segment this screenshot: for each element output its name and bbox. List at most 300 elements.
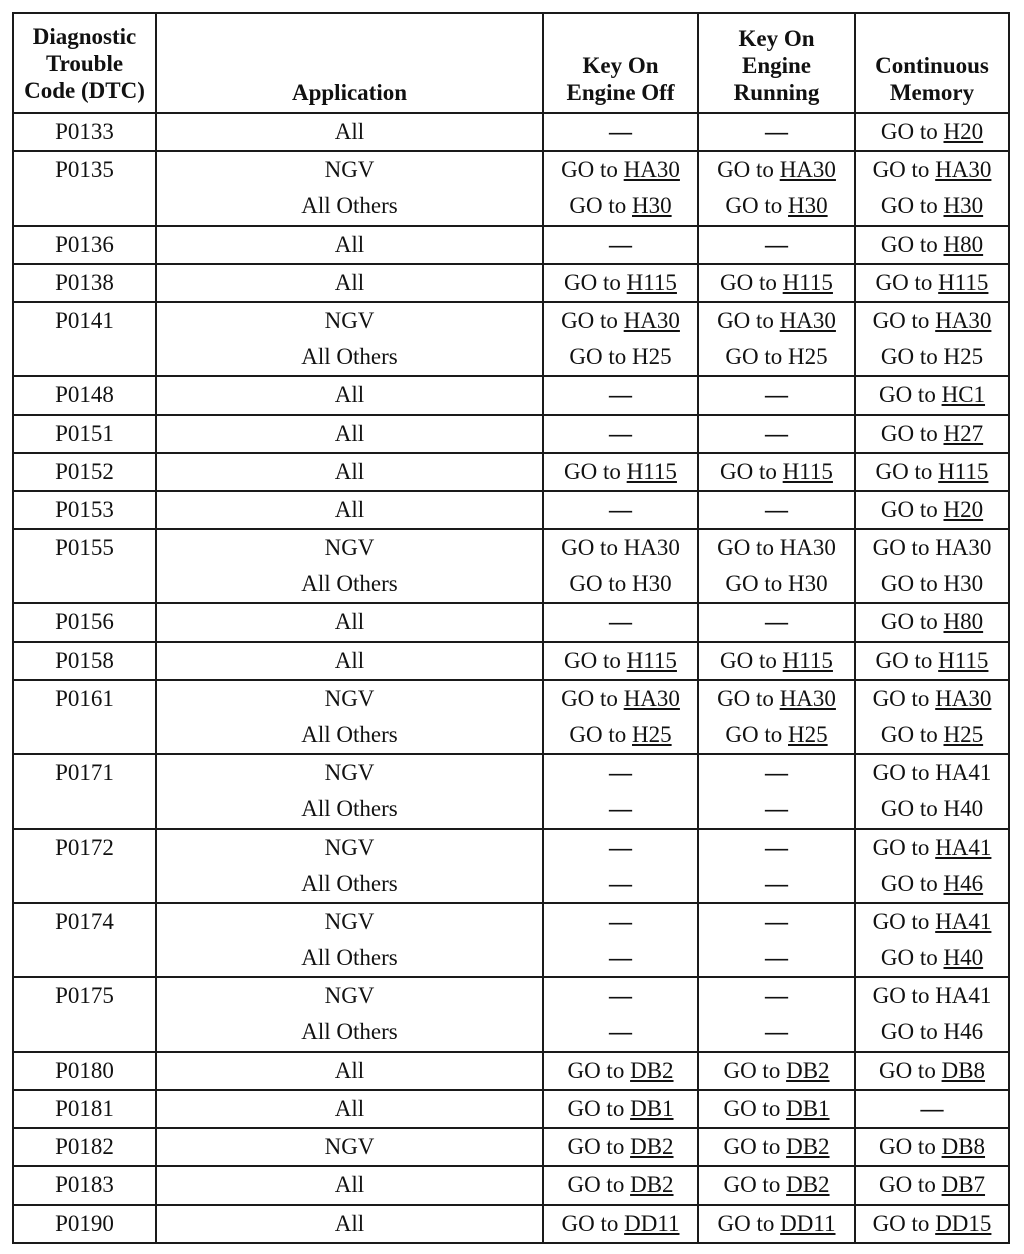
pinpoint-test-link[interactable]: DB1 [630, 1096, 674, 1121]
koeo-cell [543, 1052, 698, 1090]
procedure-entry [858, 978, 1006, 1014]
pinpoint-test-link[interactable]: H30 [943, 193, 984, 219]
koer-cell [698, 151, 855, 225]
koeo-cell [543, 1205, 698, 1243]
goto-text: GO to H25 [880, 343, 984, 369]
dtc-code: P0158 [55, 647, 114, 673]
procedure-entry [858, 530, 1006, 566]
procedure-entry [858, 227, 1006, 263]
application-value: All [334, 1172, 365, 1198]
procedure-entry [701, 866, 852, 902]
procedure-entry [701, 791, 852, 827]
table-row [13, 113, 1009, 151]
goto-text: GO to [564, 269, 627, 295]
goto-text: GO to H30 [725, 571, 828, 597]
procedure-entry [546, 1167, 695, 1203]
dtc-code: P0171 [55, 760, 114, 786]
dtc-code-cell [13, 829, 156, 903]
procedure-entry [546, 566, 695, 602]
not-applicable-dash: — [609, 834, 632, 860]
table-row [13, 1166, 1009, 1204]
cm-cell [855, 903, 1009, 977]
procedure-entry [701, 530, 852, 566]
procedure-entry [858, 188, 1006, 224]
procedure-entry [858, 866, 1006, 902]
application-value: NGV [324, 983, 375, 1009]
procedure-entry [546, 904, 695, 940]
dtc-code-cell [13, 376, 156, 414]
pinpoint-test-link[interactable]: H46 [943, 870, 984, 896]
goto-text: GO to HA41 [872, 760, 992, 786]
pinpoint-test-link[interactable]: H115 [938, 269, 989, 295]
koeo-cell [543, 1128, 698, 1166]
not-applicable-dash: — [765, 760, 788, 786]
goto-text: GO to [569, 721, 632, 747]
application-value: NGV [324, 535, 375, 561]
header-key-on-engine-running [698, 13, 855, 113]
not-applicable-dash: — [609, 870, 632, 896]
procedure-entry [546, 303, 695, 339]
not-applicable-dash: — [609, 496, 632, 522]
pinpoint-test-link[interactable]: DB2 [630, 1057, 674, 1083]
pinpoint-test-link[interactable]: DB8 [941, 1134, 986, 1160]
procedure-entry [858, 492, 1006, 528]
cm-cell [855, 453, 1009, 491]
application-value: All [334, 269, 365, 295]
application-cell [156, 151, 543, 225]
dtc-code-cell [13, 529, 156, 603]
table-row [13, 376, 1009, 414]
pinpoint-test-link[interactable]: HA30 [779, 307, 836, 333]
header-dtc [13, 13, 156, 113]
goto-text: GO to [725, 721, 788, 747]
dtc-code-cell [13, 264, 156, 302]
koeo-cell [543, 603, 698, 641]
procedure-entry [546, 755, 695, 791]
procedure-entry [858, 566, 1006, 602]
pinpoint-test-link[interactable]: HA30 [935, 307, 992, 333]
pinpoint-test-link[interactable]: H115 [782, 269, 833, 295]
cm-cell [855, 415, 1009, 453]
procedure-entry [701, 681, 852, 717]
application-value: All Others [301, 796, 398, 822]
procedure-entry [858, 454, 1006, 490]
koer-cell [698, 264, 855, 302]
cm-cell [855, 302, 1009, 376]
pinpoint-test-link[interactable]: HA41 [935, 909, 992, 935]
procedure-entry [701, 492, 852, 528]
goto-text: GO to [561, 685, 624, 711]
pinpoint-test-link[interactable]: H27 [943, 420, 984, 446]
dtc-code-cell [13, 1052, 156, 1090]
pinpoint-test-link[interactable]: HA41 [935, 834, 992, 860]
koer-cell [698, 1205, 855, 1243]
application-value: NGV [324, 685, 375, 711]
table-row [13, 491, 1009, 529]
goto-text: GO to [723, 1096, 787, 1121]
application-cell [156, 642, 543, 680]
table-row [13, 642, 1009, 680]
procedure-entry [858, 791, 1006, 827]
dtc-code: P0183 [55, 1172, 114, 1198]
table-row [13, 453, 1009, 491]
pinpoint-test-link[interactable]: H80 [943, 231, 984, 257]
procedure-entry [701, 1129, 852, 1165]
cm-cell [855, 829, 1009, 903]
dtc-code-cell [13, 415, 156, 453]
goto-text: GO to [880, 119, 944, 144]
koer-cell [698, 903, 855, 977]
goto-text: GO to [717, 157, 780, 183]
pinpoint-test-link[interactable]: H30 [632, 193, 672, 219]
application-cell [156, 1052, 543, 1090]
procedure-entry [546, 643, 695, 679]
procedure-entry [701, 604, 852, 640]
application-cell [156, 415, 543, 453]
dtc-code: P0136 [55, 231, 114, 257]
not-applicable-dash: — [765, 983, 788, 1009]
goto-text: GO to [872, 909, 936, 935]
dtc-code: P0172 [55, 834, 114, 860]
header-continuous-memory [855, 13, 1009, 113]
pinpoint-test-link[interactable]: DB2 [786, 1057, 830, 1083]
pinpoint-test-link[interactable]: HA30 [623, 685, 680, 711]
not-applicable-dash: — [609, 119, 632, 144]
cm-cell [855, 113, 1009, 151]
procedure-entry [546, 1053, 695, 1089]
cm-cell [855, 1090, 1009, 1128]
procedure-entry [701, 1014, 852, 1050]
procedure-entry [546, 188, 695, 224]
procedure-entry [701, 188, 852, 224]
application-value: All [334, 382, 365, 408]
header-application [156, 13, 543, 113]
procedure-entry [546, 681, 695, 717]
koeo-cell [543, 376, 698, 414]
cm-cell [855, 977, 1009, 1051]
pinpoint-test-link[interactable]: H20 [943, 119, 984, 144]
cm-cell [855, 376, 1009, 414]
pinpoint-test-link[interactable]: DB1 [786, 1096, 830, 1121]
dtc-code-cell [13, 453, 156, 491]
goto-text: GO to [723, 1172, 787, 1198]
koeo-cell [543, 264, 698, 302]
pinpoint-test-link[interactable]: H25 [632, 721, 672, 747]
procedure-entry [701, 643, 852, 679]
header-row [13, 13, 1009, 113]
pinpoint-test-link[interactable]: H40 [943, 945, 984, 971]
procedure-entry [858, 1014, 1006, 1050]
not-applicable-dash: — [609, 1019, 632, 1045]
cm-cell [855, 151, 1009, 225]
header-koeo-line: Engine Off [566, 80, 675, 105]
table-row [13, 1052, 1009, 1090]
pinpoint-test-link[interactable]: H115 [782, 647, 833, 673]
dtc-code: P0151 [55, 420, 114, 446]
not-applicable-dash: — [609, 945, 632, 971]
pinpoint-test-link[interactable]: HA30 [779, 685, 836, 711]
koeo-cell [543, 642, 698, 680]
goto-text: GO to [872, 157, 936, 183]
procedure-entry [546, 1129, 695, 1165]
procedure-entry [858, 1129, 1006, 1165]
application-cell [156, 226, 543, 264]
header-koer-line: Engine [741, 53, 812, 78]
goto-text: GO to [872, 685, 936, 711]
goto-text: GO to HA30 [561, 535, 680, 561]
application-value: NGV [324, 1134, 375, 1160]
procedure-entry [546, 940, 695, 976]
application-cell [156, 1166, 543, 1204]
procedure-entry [701, 904, 852, 940]
dtc-code-cell [13, 754, 156, 828]
goto-text: GO to [878, 382, 942, 408]
koeo-cell [543, 903, 698, 977]
koer-cell [698, 829, 855, 903]
dtc-code-cell [13, 1090, 156, 1128]
koeo-cell [543, 113, 698, 151]
koeo-cell [543, 1090, 698, 1128]
procedure-entry [701, 978, 852, 1014]
dtc-code-cell [13, 603, 156, 641]
application-cell [156, 529, 543, 603]
procedure-entry [546, 604, 695, 640]
table-row [13, 226, 1009, 264]
pinpoint-test-link[interactable]: DB7 [941, 1172, 986, 1198]
procedure-entry [858, 303, 1006, 339]
dtc-code: P0138 [55, 269, 114, 295]
header-cm-line: Memory [889, 80, 975, 105]
pinpoint-test-link[interactable]: HC1 [941, 382, 986, 408]
application-value: All [334, 1096, 365, 1121]
procedure-entry [546, 791, 695, 827]
pinpoint-test-link[interactable]: HA30 [623, 307, 680, 333]
goto-text: GO to [717, 1210, 781, 1236]
koer-cell [698, 977, 855, 1051]
pinpoint-test-link[interactable]: HA30 [935, 685, 992, 711]
pinpoint-test-link[interactable]: H25 [788, 721, 828, 747]
goto-text: GO to [717, 307, 780, 333]
procedure-entry [701, 1053, 852, 1089]
koeo-cell [543, 415, 698, 453]
goto-text: GO to HA30 [872, 535, 992, 561]
dtc-code: P0161 [55, 685, 114, 711]
header-koer-line: Key On [738, 26, 815, 51]
dtc-code-cell [13, 680, 156, 754]
cm-cell [855, 529, 1009, 603]
pinpoint-test-link[interactable]: H80 [943, 609, 984, 635]
table-row [13, 264, 1009, 302]
procedure-entry [546, 530, 695, 566]
application-value: All Others [301, 343, 398, 369]
pinpoint-test-link[interactable]: H115 [782, 458, 833, 484]
pinpoint-test-link[interactable]: H115 [626, 458, 677, 484]
procedure-entry [546, 866, 695, 902]
procedure-entry [546, 339, 695, 375]
pinpoint-test-link[interactable]: DB2 [786, 1172, 830, 1198]
pinpoint-test-link[interactable]: H115 [938, 647, 989, 673]
application-cell [156, 1128, 543, 1166]
koer-cell [698, 376, 855, 414]
procedure-entry [858, 755, 1006, 791]
not-applicable-dash: — [609, 796, 632, 822]
dtc-code: P0153 [55, 496, 114, 522]
goto-text: GO to [880, 870, 944, 896]
pinpoint-test-link[interactable]: H115 [626, 269, 677, 295]
koer-cell [698, 491, 855, 529]
application-value: All [334, 647, 365, 673]
procedure-entry [858, 1053, 1006, 1089]
pinpoint-test-link[interactable]: DB8 [941, 1057, 986, 1083]
procedure-entry [858, 940, 1006, 976]
not-applicable-dash: — [765, 382, 788, 408]
application-cell [156, 1205, 543, 1243]
procedure-entry [701, 755, 852, 791]
procedure-entry [546, 978, 695, 1014]
table-row [13, 977, 1009, 1051]
cm-cell [855, 680, 1009, 754]
cm-cell [855, 1205, 1009, 1243]
procedure-entry [701, 377, 852, 413]
cm-cell [855, 1166, 1009, 1204]
header-dtc-line: Code (DTC) [24, 77, 145, 103]
goto-text: GO to H30 [569, 571, 672, 597]
goto-text: GO to [878, 1172, 942, 1198]
goto-text: GO to [564, 647, 627, 673]
not-applicable-dash: — [609, 609, 632, 635]
table-row [13, 603, 1009, 641]
koer-cell [698, 754, 855, 828]
not-applicable-dash: — [920, 1096, 944, 1121]
koer-cell [698, 529, 855, 603]
dtc-table [12, 12, 1010, 1244]
application-cell [156, 754, 543, 828]
procedure-entry [546, 416, 695, 452]
not-applicable-dash: — [609, 983, 632, 1009]
goto-text: GO to [723, 1134, 787, 1160]
pinpoint-test-link[interactable]: H115 [938, 458, 989, 484]
procedure-entry [701, 339, 852, 375]
pinpoint-test-link[interactable]: H115 [626, 647, 677, 673]
application-value: All Others [301, 1019, 398, 1045]
not-applicable-dash: — [765, 796, 788, 822]
goto-text: GO to [875, 647, 939, 673]
header-cm-line: Continuous [875, 53, 989, 78]
procedure-entry [546, 377, 695, 413]
procedure-entry [858, 643, 1006, 679]
procedure-entry [858, 1091, 1006, 1127]
procedure-entry [546, 114, 695, 150]
application-cell [156, 603, 543, 641]
koer-cell [698, 1090, 855, 1128]
koer-cell [698, 642, 855, 680]
dtc-code: P0180 [55, 1057, 114, 1083]
pinpoint-test-link[interactable]: DB2 [786, 1134, 830, 1160]
pinpoint-test-link[interactable]: HA30 [779, 157, 836, 183]
koer-cell [698, 1052, 855, 1090]
cm-cell [855, 264, 1009, 302]
koer-cell [698, 603, 855, 641]
procedure-entry [546, 227, 695, 263]
koeo-cell [543, 151, 698, 225]
goto-text: GO to [717, 685, 780, 711]
dtc-code-cell [13, 491, 156, 529]
application-value: All [334, 458, 365, 484]
dtc-code: P0148 [55, 382, 114, 408]
application-value: All Others [301, 193, 398, 219]
pinpoint-test-link[interactable]: H30 [788, 193, 828, 219]
koeo-cell [543, 829, 698, 903]
table-header [13, 13, 1009, 113]
dtc-code-cell [13, 113, 156, 151]
goto-text: GO to H46 [880, 1019, 984, 1045]
goto-text: GO to H30 [880, 571, 984, 597]
koeo-cell [543, 491, 698, 529]
goto-text: GO to [567, 1172, 631, 1198]
goto-text: GO to [564, 458, 627, 484]
procedure-entry [858, 265, 1006, 301]
table-row [13, 829, 1009, 903]
dtc-code: P0135 [55, 157, 114, 183]
goto-text: GO to [875, 458, 939, 484]
goto-text: GO to [872, 307, 936, 333]
pinpoint-test-link[interactable]: DB2 [630, 1134, 674, 1160]
header-key-on-engine-off [543, 13, 698, 113]
pinpoint-test-link[interactable]: HA30 [935, 157, 992, 183]
dtc-code: P0174 [55, 909, 114, 935]
dtc-code-cell [13, 642, 156, 680]
pinpoint-test-link[interactable]: H25 [943, 721, 984, 747]
goto-text: GO to [567, 1096, 631, 1121]
procedure-entry [701, 152, 852, 188]
pinpoint-test-link[interactable]: DD11 [780, 1210, 836, 1236]
pinpoint-test-link[interactable]: DB2 [630, 1172, 674, 1198]
pinpoint-test-link[interactable]: H20 [943, 496, 984, 522]
header-koer-line: Running [733, 80, 820, 105]
header-application-line: Application [291, 80, 408, 105]
procedure-entry [858, 717, 1006, 753]
application-value: NGV [324, 157, 375, 183]
pinpoint-test-link[interactable]: DD11 [624, 1210, 680, 1236]
koeo-cell [543, 226, 698, 264]
application-value: All Others [301, 721, 398, 747]
goto-text: GO to [720, 647, 783, 673]
goto-text: GO to H25 [725, 343, 828, 369]
table-row [13, 754, 1009, 828]
koeo-cell [543, 453, 698, 491]
goto-text: GO to [723, 1057, 787, 1083]
procedure-entry [701, 1091, 852, 1127]
cm-cell [855, 754, 1009, 828]
procedure-entry [701, 454, 852, 490]
table-row [13, 1128, 1009, 1166]
dtc-code: P0141 [55, 307, 114, 333]
procedure-entry [546, 492, 695, 528]
goto-text: GO to [880, 721, 944, 747]
application-value: All Others [301, 870, 398, 896]
application-cell [156, 264, 543, 302]
procedure-entry [546, 1014, 695, 1050]
goto-text: GO to HA30 [717, 535, 836, 561]
pinpoint-test-link[interactable]: HA30 [623, 157, 680, 183]
application-value: All [334, 420, 365, 446]
procedure-entry [546, 152, 695, 188]
application-value: All [334, 119, 365, 144]
pinpoint-test-link[interactable]: DD15 [935, 1210, 992, 1236]
table-row [13, 151, 1009, 225]
application-cell [156, 376, 543, 414]
dtc-code-cell [13, 1205, 156, 1243]
